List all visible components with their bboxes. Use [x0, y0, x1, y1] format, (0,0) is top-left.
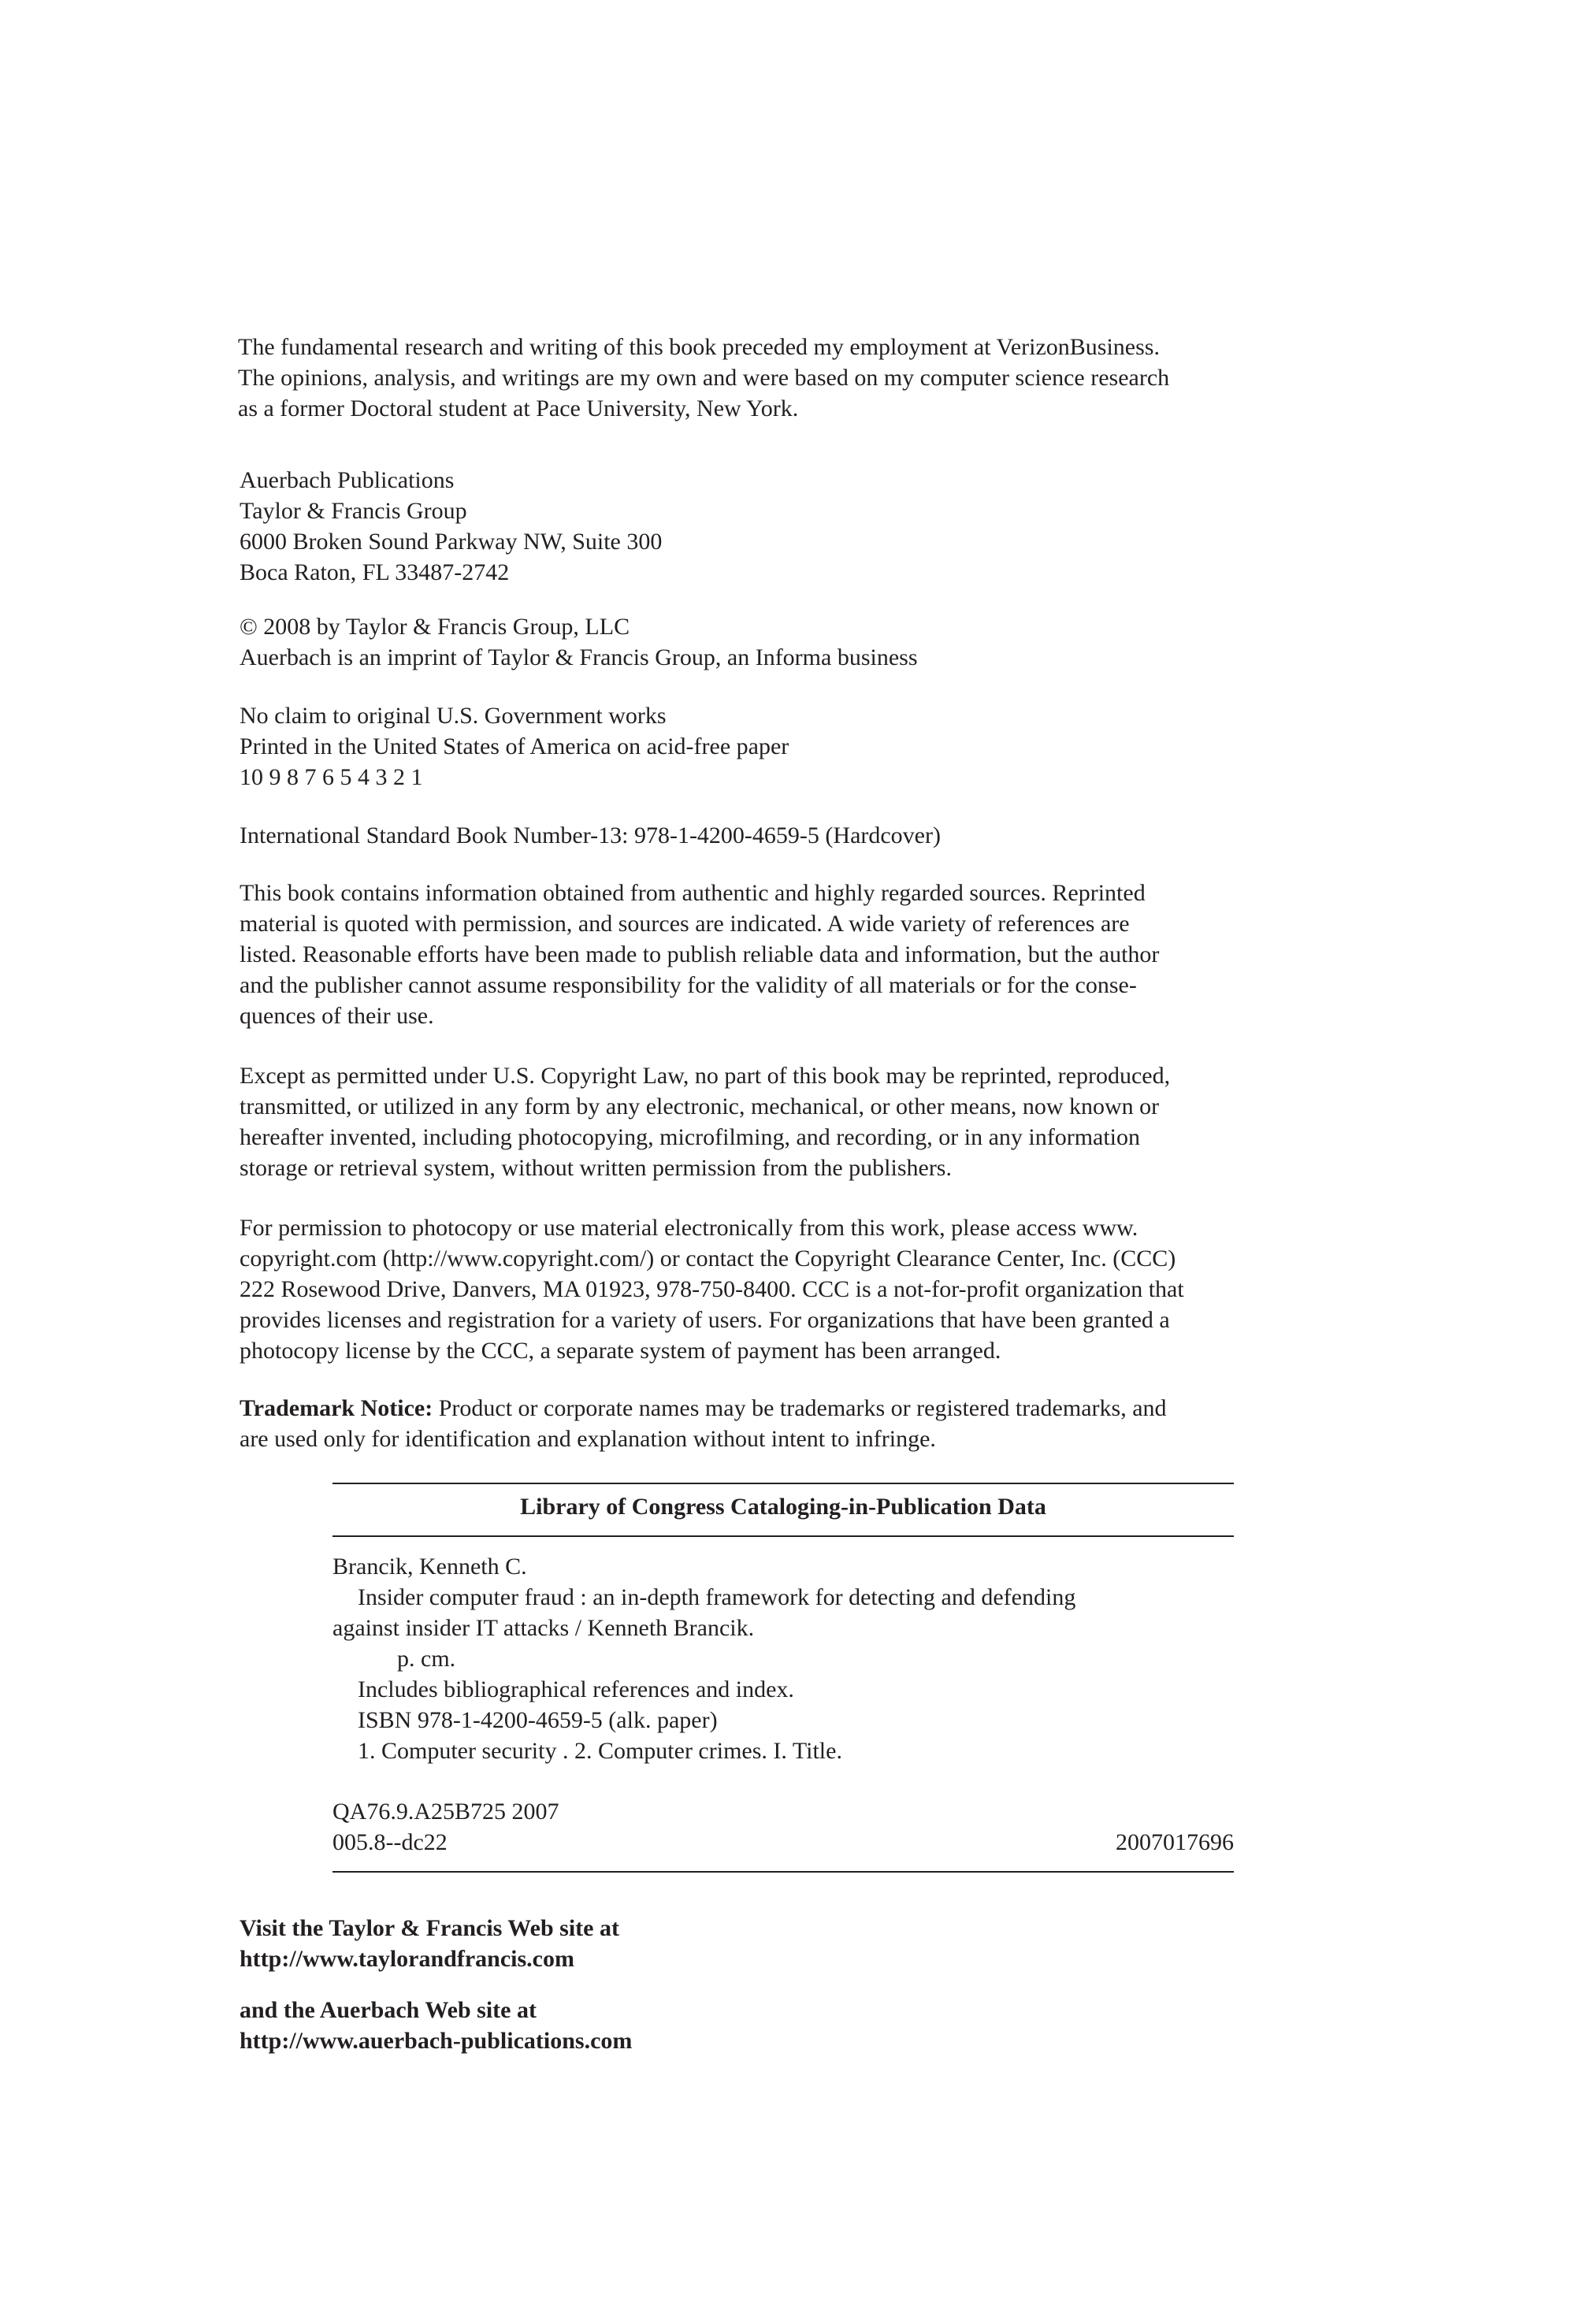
copyright-law-paragraph	[240, 1060, 1335, 1183]
cip-record	[332, 1551, 1234, 1766]
intro-line: The opinions, analysis, and writings are my own and were based on my computer science research	[238, 365, 1170, 391]
trademark-text: Product or corporate names may be trademarks or registered trademarks, and	[433, 1395, 1167, 1421]
printed-in-line: Printed in the United States of America on acid-free paper	[240, 733, 789, 759]
paragraph-line: 222 Rosewood Drive, Danvers, MA 01923, 978-750-8400. CCC is a not-for-profit organization that	[240, 1276, 1184, 1302]
paragraph-line: quences of their use.	[240, 1003, 434, 1029]
cip-author: Brancik, Kenneth C.	[332, 1554, 527, 1580]
cip-pages: p. cm.	[397, 1646, 456, 1672]
isbn-line: International Standard Book Number-13: 978-1-4200-4659-5 (Hardcover)	[240, 822, 941, 848]
cip-includes: Includes bibliographical references and index.	[358, 1676, 794, 1702]
trademark-notice	[240, 1393, 1335, 1454]
paragraph-line: For permission to photocopy or use material electronically from this work, please access www.	[240, 1215, 1138, 1241]
copyright-line: © 2008 by Taylor & Francis Group, LLC	[240, 614, 630, 640]
paragraph-line: photocopy license by the CCC, a separate system of payment has been arranged.	[240, 1338, 1001, 1364]
publisher-group: Taylor & Francis Group	[240, 498, 467, 524]
permission-paragraph	[240, 1212, 1335, 1366]
tf-web-label: Visit the Taylor & Francis Web site at	[240, 1915, 619, 1941]
paragraph-line: and the publisher cannot assume responsibility for the validity of all materials or for the conse-	[240, 972, 1137, 998]
cip-bottom-rule	[332, 1871, 1234, 1873]
intro-paragraph	[238, 332, 1333, 424]
auerbach-web-url[interactable]: http://www.auerbach-publications.com	[240, 2028, 633, 2054]
printing-info	[240, 700, 1335, 793]
paragraph-line: This book contains information obtained from authentic and highly regarded sources. Reprinted	[240, 880, 1146, 906]
cip-title-statement: Insider computer fraud : an in-depth framework for detecting and defending	[358, 1584, 1076, 1610]
publisher-street: 6000 Broken Sound Parkway NW, Suite 300	[240, 529, 663, 555]
tf-web-site	[240, 1913, 1335, 1974]
paragraph-line: storage or retrieval system, without written permission from the publishers.	[240, 1155, 952, 1181]
cip-isbn: ISBN 978-1-4200-4659-5 (alk. paper)	[358, 1707, 718, 1733]
cip-title-rule	[332, 1535, 1234, 1537]
copyright-notice	[240, 611, 1335, 673]
cip-classification	[332, 1796, 1234, 1858]
publisher-name: Auerbach Publications	[240, 467, 455, 493]
cip-title-statement-cont: against insider IT attacks / Kenneth Brancik.	[332, 1615, 755, 1641]
government-works-line: No claim to original U.S. Government works	[240, 703, 667, 729]
paragraph-line: hereafter invented, including photocopying, microfilming, and recording, or in any information	[240, 1124, 1141, 1150]
paragraph-line: Except as permitted under U.S. Copyright Law, no part of this book may be reprinted, reproduced,	[240, 1063, 1171, 1089]
cip-lc-class: QA76.9.A25B725 2007	[332, 1799, 559, 1825]
trademark-line: are used only for identification and explanation without intent to infringe.	[240, 1426, 936, 1452]
auerbach-web-site	[240, 1995, 1335, 2056]
paragraph-line: listed. Reasonable efforts have been made to publish reliable data and information, but the author	[240, 941, 1160, 967]
publisher-city: Boca Raton, FL 33487-2742	[240, 559, 510, 585]
publisher-address	[240, 465, 1335, 588]
trademark-line	[240, 1393, 1335, 1424]
cip-call-row	[332, 1827, 1234, 1858]
trademark-label: Trademark Notice:	[240, 1395, 433, 1421]
cip-dewey: 005.8--dc22	[332, 1829, 448, 1855]
cip-lccn: 2007017696	[1116, 1829, 1234, 1855]
print-run-numbers: 10 9 8 7 6 5 4 3 2 1	[240, 764, 423, 790]
intro-line: The fundamental research and writing of this book preceded my employment at VerizonBusiness.	[238, 334, 1160, 360]
cip-subjects: 1. Computer security . 2. Computer crimes. I. Title.	[358, 1738, 842, 1764]
tf-web-url[interactable]: http://www.taylorandfrancis.com	[240, 1946, 574, 1972]
paragraph-line: transmitted, or utilized in any form by any electronic, mechanical, or other means, now known or	[240, 1093, 1160, 1119]
auerbach-web-label: and the Auerbach Web site at	[240, 1997, 537, 2023]
cip-top-rule	[332, 1483, 1234, 1484]
isbn-statement	[240, 820, 1335, 851]
intro-line: as a former Doctoral student at Pace University, New York.	[238, 395, 799, 421]
paragraph-line: material is quoted with permission, and sources are indicated. A wide variety of references are	[240, 911, 1130, 937]
imprint-line: Auerbach is an imprint of Taylor & Francis Group, an Informa business	[240, 644, 918, 670]
sources-paragraph	[240, 878, 1335, 1031]
paragraph-line: copyright.com (http://www.copyright.com/) or contact the Copyright Clearance Center, Inc. (CCC)	[240, 1246, 1176, 1272]
cip-title: Library of Congress Cataloging-in-Publication Data	[520, 1494, 1046, 1520]
paragraph-line: provides licenses and registration for a variety of users. For organizations that have been granted a	[240, 1307, 1170, 1333]
